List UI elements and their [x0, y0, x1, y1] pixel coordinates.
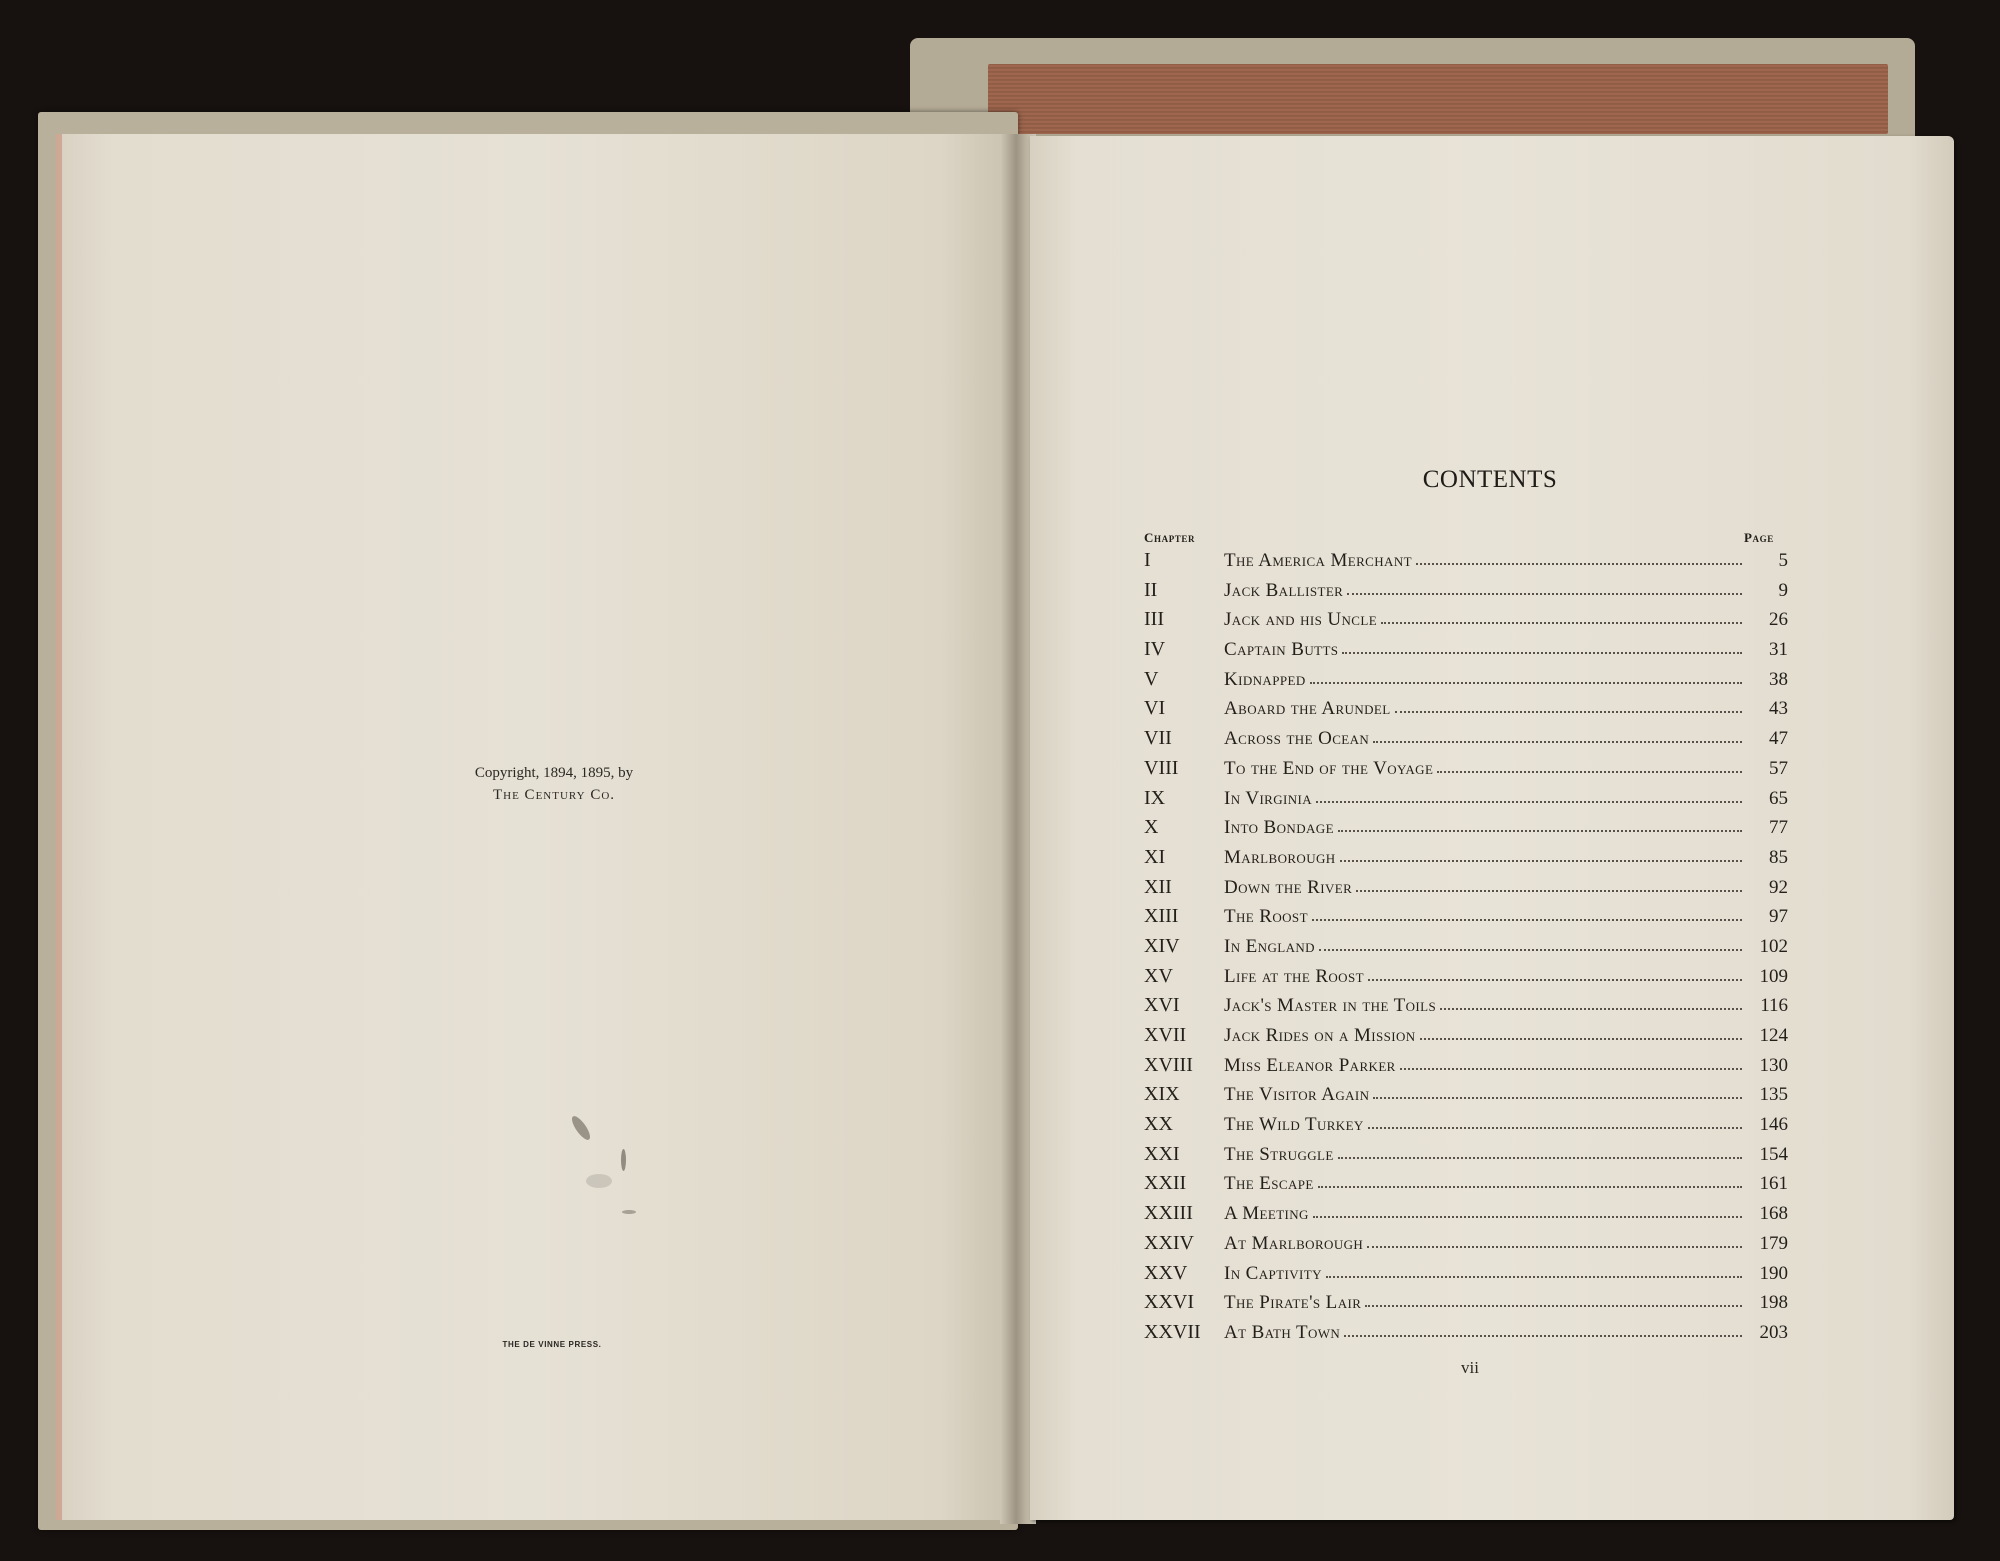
chapter-title: At Bath Town	[1224, 1321, 1341, 1343]
leader-dots	[1365, 1304, 1742, 1307]
leader-dots	[1437, 770, 1742, 773]
chapter-page: 198	[1759, 1292, 1788, 1314]
contents-row	[1144, 846, 1788, 876]
contents-row	[1144, 727, 1788, 757]
leader-dots	[1338, 829, 1742, 832]
chapter-page: 135	[1759, 1084, 1788, 1106]
chapter-number: XXVI	[1144, 1291, 1194, 1314]
chapter-title: To the End of the Voyage	[1224, 757, 1434, 779]
chapter-number: XXI	[1144, 1142, 1180, 1165]
left-page-edge	[56, 134, 62, 1520]
contents-row	[1144, 579, 1788, 609]
page-column-label: Page	[1744, 530, 1774, 545]
contents-row	[1144, 905, 1788, 935]
contents-list	[1144, 549, 1788, 1351]
chapter-page: 116	[1760, 995, 1788, 1017]
contents-row	[1144, 965, 1788, 995]
page-edges	[988, 64, 1888, 134]
publisher-name: The Century Co.	[492, 787, 616, 803]
contents-row	[1144, 1113, 1788, 1143]
chapter-number: VIII	[1144, 756, 1179, 779]
chapter-title: Aboard the Arundel	[1224, 698, 1391, 720]
chapter-title: The Struggle	[1224, 1143, 1334, 1165]
chapter-title: At Marlborough	[1224, 1232, 1364, 1254]
chapter-number: VI	[1144, 697, 1166, 720]
page-folio: vii	[1461, 1358, 1479, 1377]
chapter-title: In England	[1224, 935, 1315, 957]
chapter-page: 77	[1769, 817, 1788, 839]
chapter-number: XII	[1144, 875, 1172, 898]
chapter-number: V	[1144, 667, 1159, 690]
chapter-number: X	[1144, 816, 1159, 839]
contents-row	[1144, 1024, 1788, 1054]
chapter-title: Kidnapped	[1224, 668, 1306, 690]
chapter-page: 124	[1759, 1025, 1788, 1046]
contents-row	[1144, 1291, 1788, 1321]
chapter-page: 38	[1769, 668, 1788, 690]
chapter-number: XIII	[1144, 905, 1179, 928]
leader-dots	[1356, 889, 1742, 892]
chapter-page: 161	[1759, 1173, 1788, 1195]
chapter-title: Captain Butts	[1224, 639, 1339, 661]
chapter-number: XXVII	[1144, 1320, 1201, 1343]
chapter-title: The America Merchant	[1224, 550, 1412, 571]
chapter-title: Across the Ocean	[1224, 728, 1370, 750]
contents-row	[1144, 608, 1788, 638]
contents-heading: CONTENTS	[1422, 466, 1558, 493]
chapter-title: A Meeting	[1224, 1203, 1309, 1225]
chapter-page: 130	[1759, 1054, 1788, 1076]
chapter-page: 85	[1769, 846, 1788, 868]
chapter-title: Down the River	[1224, 876, 1353, 898]
leader-dots	[1395, 710, 1742, 713]
chapter-title: Life at the Roost	[1224, 965, 1364, 987]
chapter-number: XIV	[1144, 934, 1180, 957]
chapter-page: 168	[1759, 1203, 1788, 1225]
chapter-page: 97	[1769, 906, 1788, 928]
chapter-title: The Wild Turkey	[1224, 1114, 1364, 1136]
chapter-page: 190	[1759, 1262, 1788, 1284]
chapter-title: Jack and his Uncle	[1224, 609, 1378, 631]
chapter-number: VII	[1144, 727, 1172, 750]
chapter-page: 26	[1769, 609, 1788, 631]
chapter-page: 5	[1778, 550, 1788, 571]
leader-dots	[1313, 1215, 1742, 1218]
chapter-number: XXIII	[1144, 1202, 1193, 1225]
contents-row	[1144, 1054, 1788, 1084]
contents-row	[1144, 876, 1788, 906]
chapter-title: The Roost	[1224, 906, 1308, 928]
chapter-title: In Virginia	[1224, 787, 1313, 809]
contents-row	[1144, 994, 1788, 1024]
contents-row	[1144, 1202, 1788, 1232]
chapter-number: IX	[1144, 786, 1166, 809]
leader-dots	[1342, 651, 1742, 654]
left-page	[56, 134, 1016, 1520]
chapter-page: 154	[1759, 1143, 1788, 1165]
contents-row	[1144, 668, 1788, 698]
chapter-page: 179	[1759, 1232, 1788, 1254]
chapter-page: 102	[1759, 935, 1788, 957]
contents-row	[1144, 816, 1788, 846]
chapter-page: 43	[1769, 698, 1788, 720]
contents-row	[1144, 638, 1788, 668]
leader-dots	[1310, 681, 1742, 684]
chapter-title: Jack Ballister	[1224, 579, 1344, 601]
leader-dots	[1373, 1096, 1742, 1099]
chapter-number: XXIV	[1144, 1231, 1194, 1254]
chapter-title: Miss Eleanor Parker	[1224, 1054, 1396, 1076]
chapter-title: Jack's Master in the Toils	[1224, 995, 1437, 1017]
chapter-title: Jack Rides on a Mission	[1224, 1025, 1416, 1046]
copyright-notice	[362, 762, 746, 806]
leader-dots	[1420, 1037, 1742, 1040]
chapter-number: XXII	[1144, 1172, 1187, 1195]
chapter-title: The Visitor Again	[1224, 1084, 1370, 1106]
leader-dots	[1316, 800, 1742, 803]
leader-dots	[1368, 978, 1742, 981]
leader-dots	[1338, 1156, 1742, 1159]
contents-row	[1144, 1232, 1788, 1262]
chapter-column-label: Chapter	[1144, 530, 1196, 545]
contents-row	[1144, 1321, 1788, 1351]
leader-dots	[1381, 621, 1742, 624]
chapter-number: XX	[1144, 1113, 1173, 1136]
chapter-page: 9	[1778, 579, 1788, 601]
chapter-title: In Captivity	[1224, 1262, 1322, 1284]
contents-row	[1144, 935, 1788, 965]
chapter-number: XXV	[1144, 1261, 1188, 1284]
chapter-page: 65	[1769, 787, 1788, 809]
press-imprint: THE DE VINNE PRESS.	[502, 1340, 602, 1349]
leader-dots	[1344, 1334, 1742, 1337]
chapter-page: 57	[1769, 757, 1788, 779]
contents-row	[1144, 697, 1788, 727]
chapter-page: 31	[1769, 639, 1788, 661]
leader-dots	[1340, 859, 1742, 862]
chapter-page: 109	[1759, 965, 1788, 987]
leader-dots	[1373, 740, 1742, 743]
chapter-number: XIX	[1144, 1083, 1180, 1106]
chapter-page: 203	[1759, 1321, 1788, 1343]
chapter-number: XVII	[1144, 1024, 1187, 1046]
leader-dots	[1367, 1245, 1742, 1248]
leader-dots	[1400, 1067, 1742, 1070]
copyright-line: Copyright, 1894, 1895, by	[474, 765, 634, 781]
chapter-number: XVIII	[1144, 1053, 1193, 1076]
chapter-page: 146	[1759, 1114, 1788, 1136]
chapter-title: Marlborough	[1224, 846, 1336, 868]
leader-dots	[1347, 592, 1742, 595]
contents-row	[1144, 757, 1788, 787]
contents-row	[1144, 1143, 1788, 1173]
leader-dots	[1312, 918, 1742, 921]
chapter-title: The Escape	[1224, 1173, 1314, 1195]
contents-row	[1144, 1262, 1788, 1292]
chapter-title: The Pirate's Lair	[1224, 1292, 1362, 1314]
chapter-number: II	[1144, 578, 1158, 601]
contents-row	[1144, 1172, 1788, 1202]
leader-dots	[1326, 1275, 1742, 1278]
contents-row	[1144, 787, 1788, 817]
contents-row	[1144, 549, 1788, 579]
leader-dots	[1319, 948, 1742, 951]
chapter-number: XVI	[1144, 994, 1180, 1017]
chapter-title: Into Bondage	[1224, 817, 1334, 839]
chapter-number: III	[1144, 608, 1164, 631]
leader-dots	[1368, 1126, 1742, 1129]
chapter-number: IV	[1144, 638, 1166, 661]
chapter-number: I	[1144, 549, 1151, 571]
chapter-number: XV	[1144, 964, 1173, 987]
chapter-page: 47	[1769, 728, 1788, 750]
leader-dots	[1318, 1185, 1742, 1188]
chapter-number: XI	[1144, 845, 1166, 868]
chapter-page: 92	[1769, 876, 1788, 898]
leader-dots	[1440, 1007, 1742, 1010]
leader-dots	[1416, 562, 1742, 565]
contents-row	[1144, 1083, 1788, 1113]
